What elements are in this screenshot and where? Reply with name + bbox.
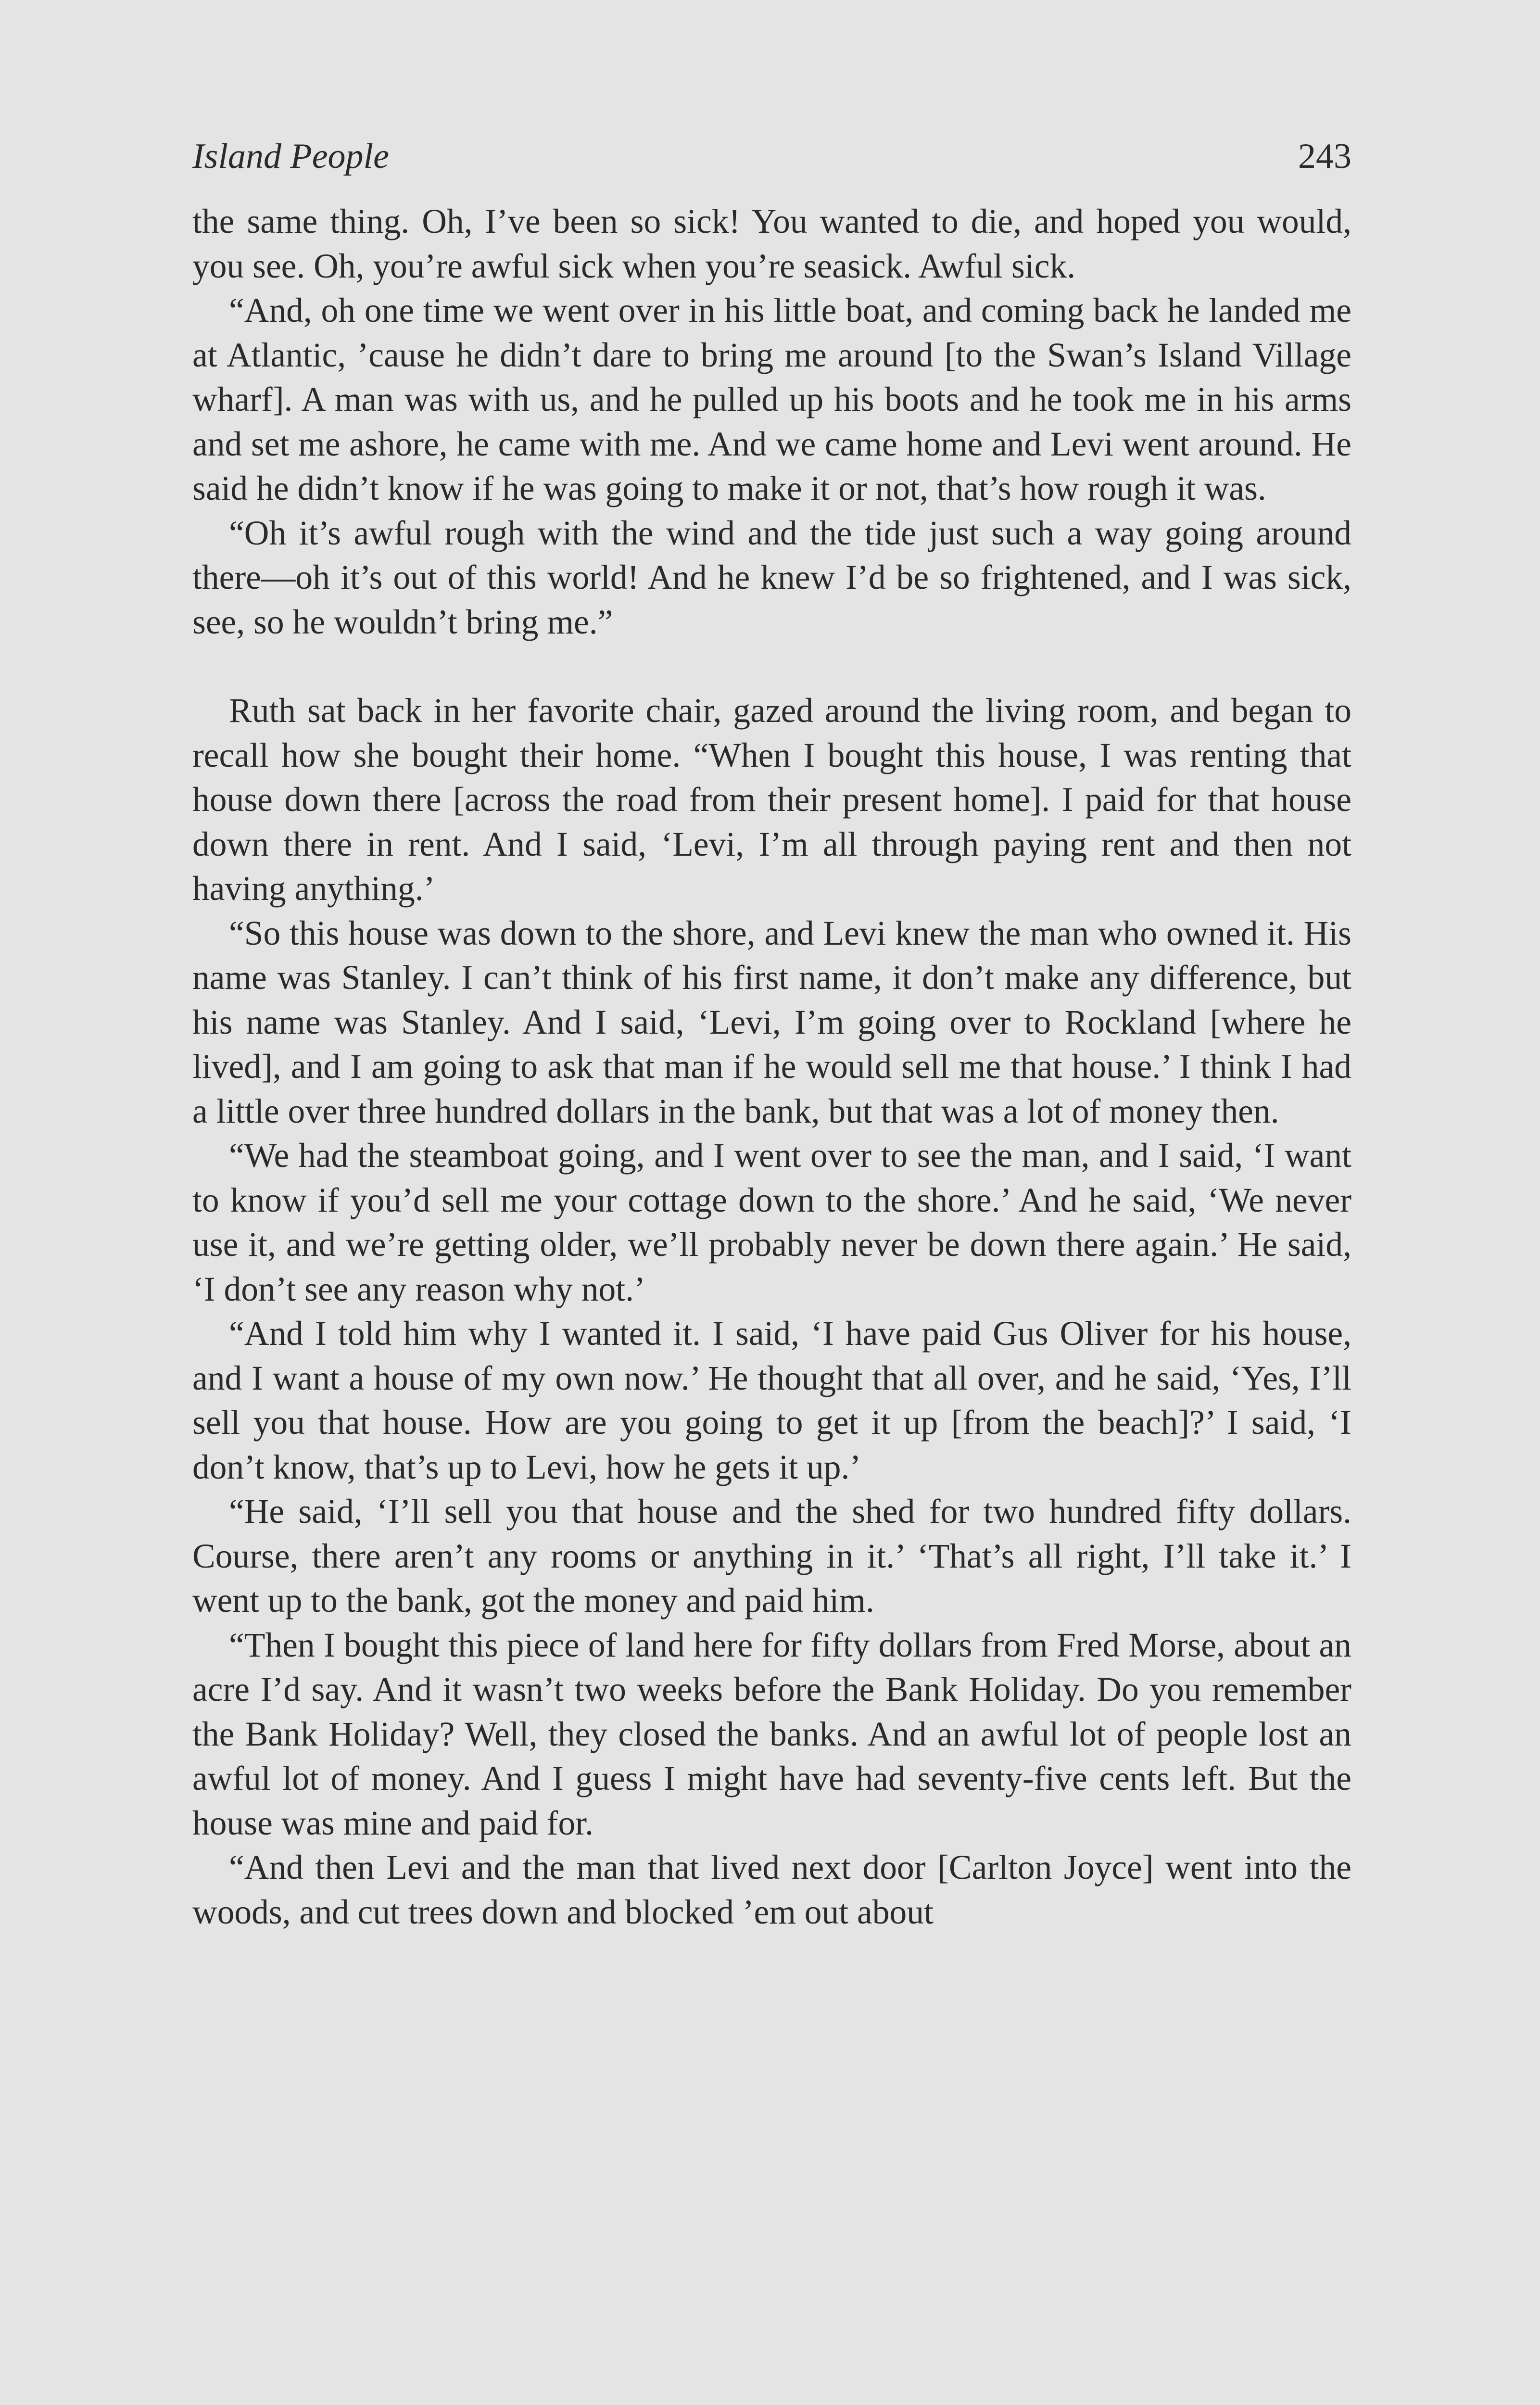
paragraph: “Then I bought this piece of land here for fifty dollars from Fred Morse, about an acre I’d say. And it wasn’t two weeks before the Bank Holiday. Do you remember the Bank Holiday? Well, they closed the banks. And an awful lot of people lost an awful lot of money. And I guess I might have had seventy-five cents left. But the house was mine and paid for. xyxy=(192,1626,1351,1842)
paragraph: “And, oh one time we went over in his little boat, and coming back he landed me at Atlantic, ’cause he didn’t dare to bring me around [to the Swan’s Island Village wharf]. A man was with us, and he pulled up his boots and he took me in his arms and set me ashore, he came with me. And we came home and Levi went around. He said he didn’t know if he was going to make it or not, that’s how rough it was. xyxy=(192,291,1351,507)
paragraph: “He said, ‘I’ll sell you that house and the shed for two hundred fifty dollars. Course, there aren’t any rooms or anything in it.’ ‘That’s all right, I’ll take it.’ I went up to the bank, got the money and paid him. xyxy=(192,1493,1351,1620)
page-number: 243 xyxy=(1298,137,1351,176)
paragraph: “And I told him why I wanted it. I said, ‘I have paid Gus Oliver for his house, and I want a house of my own now.’ He thought that all over, and he said, ‘Yes, I’ll sell you that house. How are you going to get it up [from the beach]?’ I said, ‘I don’t know, that’s up to Levi, how he gets it up.’ xyxy=(192,1315,1351,1486)
running-title: Island People xyxy=(192,137,389,176)
paragraph: “We had the steamboat going, and I went over to see the man, and I said, ‘I want to know if you’d sell me your cottage down to the shore.’ And he said, ‘We never use it, and we’re getting older, we’ll probably never be down there again.’ He said, ‘I don’t see any reason why not.’ xyxy=(192,1137,1351,1308)
body-text xyxy=(192,200,1351,1935)
paragraph: “And then Levi and the man that lived next door [Carlton Joyce] went into the woods, and cut trees down and blocked ’em out about xyxy=(192,1848,1351,1931)
paragraph-section-start: Ruth sat back in her favorite chair, gazed around the living room, and began to recall how she bought their home. “When I bought this house, I was renting that house down there [across the road from their present home]. I paid for that house down there in rent. And I said, ‘Levi, I’m all through paying rent and then not having anything.’ xyxy=(192,692,1351,908)
paragraph: “Oh it’s awful rough with the wind and the tide just such a way going around there—oh it’s out of this world! And he knew I’d be so frightened, and I was sick, see, so he wouldn’t bring me.” xyxy=(192,514,1351,641)
page-header xyxy=(192,130,1351,183)
paragraph-continued: the same thing. Oh, I’ve been so sick! You wanted to die, and hoped you would, you see. Oh, you’re awful sick when you’re seasick. Awful sick. xyxy=(192,203,1351,285)
paragraph: “So this house was down to the shore, and Levi knew the man who owned it. His name was Stanley. I can’t think of his first name, it don’t make any difference, but his name was Stanley. And I said, ‘Levi, I’m going over to Rockland [where he lived], and I am going to ask that man if he would sell me that house.’ I think I had a little over three hundred dollars in the bank, but that was a lot of money then. xyxy=(192,914,1351,1130)
